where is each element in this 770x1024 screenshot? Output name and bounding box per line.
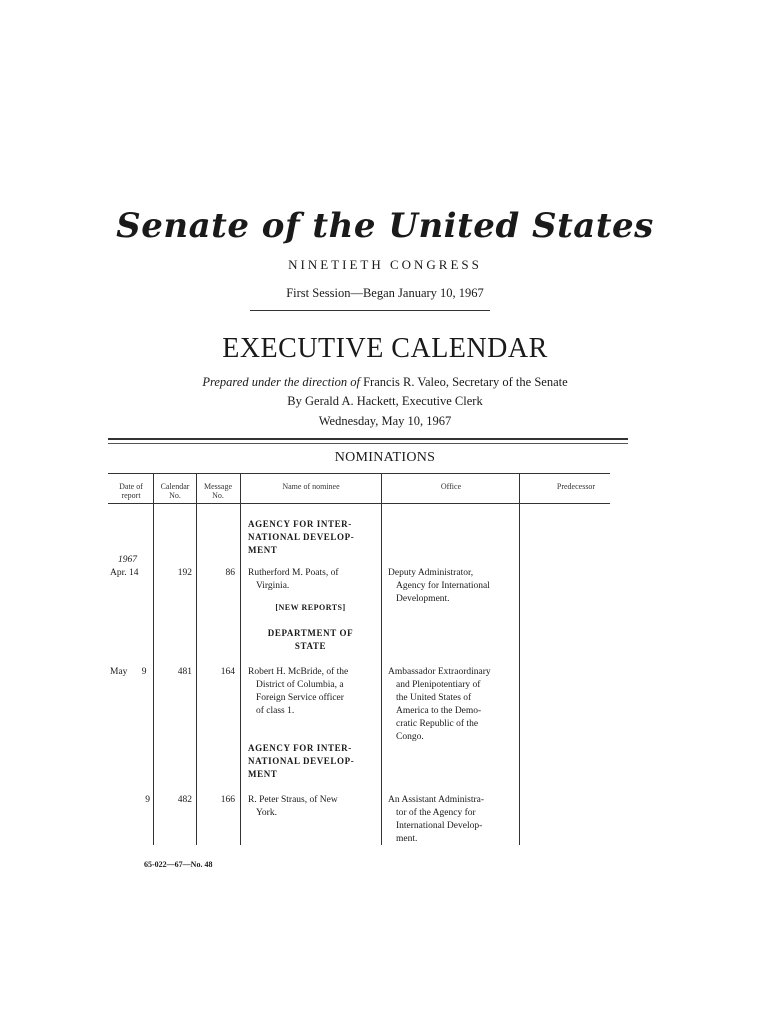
column-divider — [240, 473, 241, 845]
divider-thin — [108, 443, 628, 444]
column-divider — [153, 473, 154, 845]
nominee-name — [248, 567, 380, 593]
calendar-number: 481 — [177, 667, 192, 677]
office-title — [388, 794, 518, 846]
page-title: EXECUTIVE CALENDAR — [222, 333, 548, 364]
message-number: 166 — [220, 795, 235, 805]
column-header-office: Office — [440, 482, 462, 491]
department-heading-line: DEPARTMENT OF — [267, 628, 354, 638]
nominee-line: District of Columbia, a — [256, 680, 344, 690]
message-number: 164 — [220, 667, 235, 677]
divider — [250, 310, 490, 311]
nominee-line: R. Peter Straus, of New — [248, 795, 338, 805]
session-label: First Session—Began January 10, 1967 — [286, 286, 484, 300]
department-heading — [240, 627, 381, 653]
column-divider — [196, 473, 197, 845]
message-number: 86 — [225, 568, 235, 578]
office-title — [388, 567, 518, 606]
prepared-rest: Francis R. Valeo, Secretary of the Senate — [359, 375, 568, 389]
print-code: 65-022—67—No. 48 — [144, 860, 213, 869]
office-line: Ambassador Extraordinary — [388, 667, 491, 677]
report-date — [110, 666, 150, 679]
column-header-nominee: Name of nominee — [282, 482, 340, 491]
agency-heading — [248, 742, 380, 781]
office-line: and Plenipotentiary of — [396, 680, 481, 690]
agency-heading — [248, 518, 380, 557]
agency-heading-line: AGENCY FOR INTER- — [248, 519, 352, 529]
nominee-line: Virginia. — [256, 581, 290, 591]
office-line: cratic Republic of the — [396, 719, 479, 729]
report-date: 9 — [145, 795, 150, 805]
nominee-line: York. — [256, 808, 277, 818]
office-line: Deputy Administrator, — [388, 568, 474, 578]
nominee-name — [248, 794, 380, 820]
office-title — [388, 666, 518, 744]
office-line: America to the Demo- — [396, 706, 482, 716]
column-divider — [519, 473, 520, 845]
masthead-title: Senate of the United States — [116, 206, 654, 246]
agency-heading-line: MENT — [248, 769, 278, 779]
department-heading-line: STATE — [294, 641, 327, 651]
congress-label: NINETIETH CONGRESS — [288, 257, 482, 272]
office-line: tor of the Agency for — [396, 808, 476, 818]
nominee-name — [248, 666, 380, 718]
calendar-number: 482 — [177, 795, 192, 805]
new-reports-label: [NEW REPORTS] — [275, 603, 346, 612]
agency-heading-line: NATIONAL DEVELOP- — [248, 532, 355, 542]
office-line: ment. — [396, 834, 418, 844]
nominee-line: of class 1. — [256, 706, 295, 716]
agency-heading-line: MENT — [248, 545, 278, 555]
report-year: 1967 — [118, 555, 137, 565]
calendar-date: Wednesday, May 10, 1967 — [318, 414, 452, 428]
table-header-rule — [108, 503, 610, 504]
column-header-date: Date of report — [119, 482, 143, 500]
table-top-rule — [108, 473, 610, 474]
prepared-by-line — [0, 375, 770, 390]
agency-heading-line: NATIONAL DEVELOP- — [248, 756, 355, 766]
divider-thick — [108, 438, 628, 440]
office-line: An Assistant Administra- — [388, 795, 485, 805]
column-header-message-no: Message No. — [204, 482, 232, 500]
report-date-text: May 9 — [110, 667, 147, 677]
office-line: Development. — [396, 594, 450, 604]
clerk-line: By Gerald A. Hackett, Executive Clerk — [287, 394, 483, 408]
office-line: Agency for International — [396, 581, 490, 591]
prepared-italic: Prepared under the direction of — [202, 375, 360, 389]
column-header-calendar-no: Calendar No. — [160, 482, 190, 500]
nominee-line: Foreign Service officer — [256, 693, 344, 703]
section-title: NOMINATIONS — [334, 450, 436, 465]
column-header-predecessor: Predecessor — [556, 482, 596, 491]
calendar-number: 192 — [177, 568, 192, 578]
report-date: Apr. 14 — [110, 568, 139, 578]
nominee-line: Robert H. McBride, of the — [248, 667, 349, 677]
agency-heading-line: AGENCY FOR INTER- — [248, 743, 352, 753]
nominee-line: Rutherford M. Poats, of — [248, 568, 339, 578]
column-divider — [381, 473, 382, 845]
office-line: International Develop- — [396, 821, 483, 831]
office-line: Congo. — [396, 732, 424, 742]
office-line: the United States of — [396, 693, 472, 703]
